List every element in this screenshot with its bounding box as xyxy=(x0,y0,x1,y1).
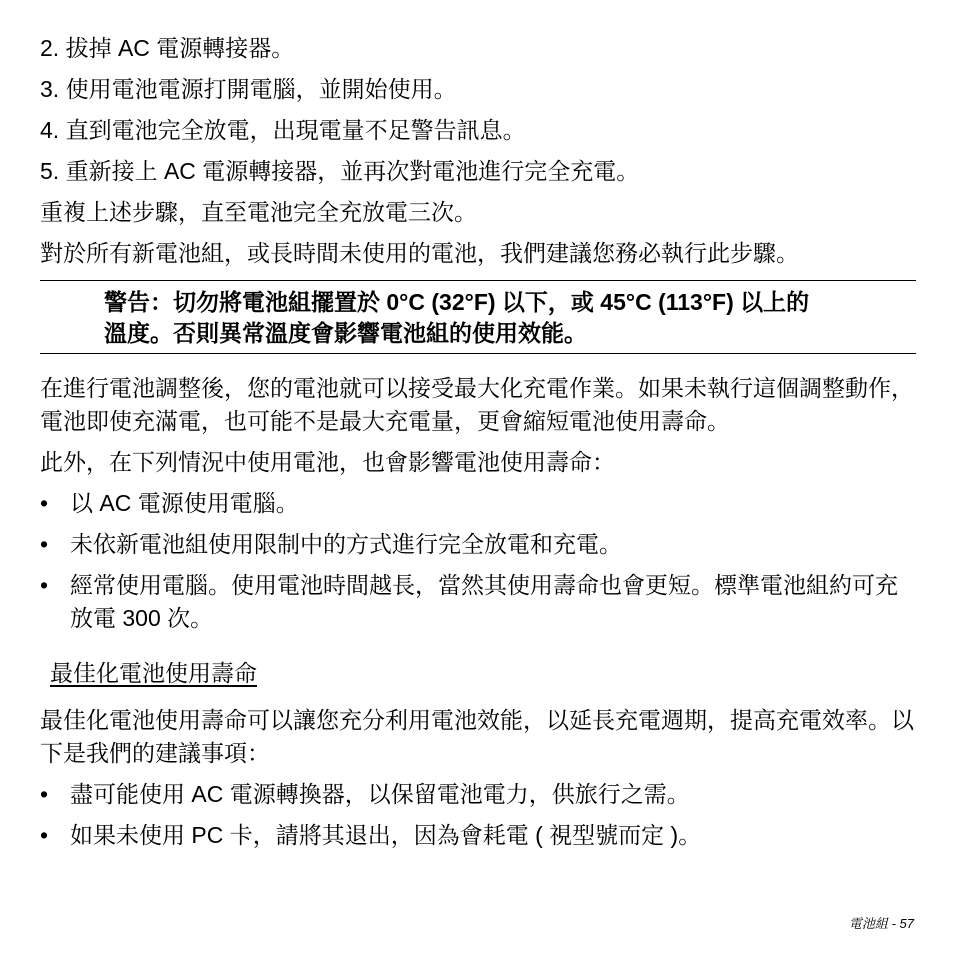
footer-section: 電池組 xyxy=(848,916,888,931)
list-item-text: 如果未使用 PC 卡，請將其退出，因為會耗電 ( 視型號而定 )。 xyxy=(70,822,702,848)
step-3: 3. 使用電池電源打開電腦，並開始使用。 xyxy=(40,76,457,102)
list-item-text: 經常使用電腦。使用電池時間越長，當然其使用壽命也會更短。標準電池組約可充放電 300 次。 xyxy=(70,572,898,631)
page-number: 57 xyxy=(899,916,914,931)
factors-list xyxy=(40,487,916,635)
warning-box xyxy=(40,280,916,354)
list-item-text: 盡可能使用 AC 電源轉換器，以保留電池電力，供旅行之需。 xyxy=(70,781,690,807)
step-5: 5. 重新接上 AC 電源轉接器，並再次對電池進行完全充電。 xyxy=(40,158,640,184)
bullet-icon: • xyxy=(40,572,49,598)
document-body xyxy=(40,32,916,860)
warning-line-1: 警告：切勿將電池組擺置於 0°C (32°F) 以下，或 45°C (113°F) 以上的 xyxy=(104,289,810,315)
repeat-note: 重複上述步驟，直至電池完全充放電三次。 xyxy=(40,199,477,225)
warning-line-2: 溫度。否則異常溫度會影響電池組的使用效能。 xyxy=(104,320,587,346)
bullet-icon: • xyxy=(40,781,49,807)
bullet-icon: • xyxy=(40,490,49,516)
optimize-paragraph: 最佳化電池使用壽命可以讓您充分利用電池效能，以延長充電週期，提高充電效率。以下是我們的建議事項： xyxy=(40,707,914,766)
factors-intro: 此外，在下列情況中使用電池，也會影響電池使用壽命： xyxy=(40,449,615,475)
bullet-icon: • xyxy=(40,531,49,557)
list-item-text: 以 AC 電源使用電腦。 xyxy=(70,490,299,516)
list-item-text: 未依新電池組使用限制中的方式進行完全放電和充電。 xyxy=(70,531,622,557)
list-item xyxy=(40,528,916,561)
section-heading: 最佳化電池使用壽命 xyxy=(50,660,257,686)
page-footer xyxy=(849,907,914,940)
step-4: 4. 直到電池完全放電，出現電量不足警告訊息。 xyxy=(40,117,526,143)
tips-list xyxy=(40,778,916,852)
footer-separator: - xyxy=(891,916,896,931)
list-item xyxy=(40,487,916,520)
list-item xyxy=(40,778,916,811)
bullet-icon: • xyxy=(40,822,49,848)
recommend-note: 對於所有新電池組，或長時間未使用的電池，我們建議您務必執行此步驟。 xyxy=(40,240,799,266)
conditioning-paragraph: 在進行電池調整後，您的電池就可以接受最大化充電作業。如果未執行這個調整動作，電池即使充滿電，也可能不是最大充電量，更會縮短電池使用壽命。 xyxy=(40,375,914,434)
step-2: 2. 拔掉 AC 電源轉接器。 xyxy=(40,35,295,61)
list-item xyxy=(40,819,916,852)
list-item xyxy=(40,569,916,635)
